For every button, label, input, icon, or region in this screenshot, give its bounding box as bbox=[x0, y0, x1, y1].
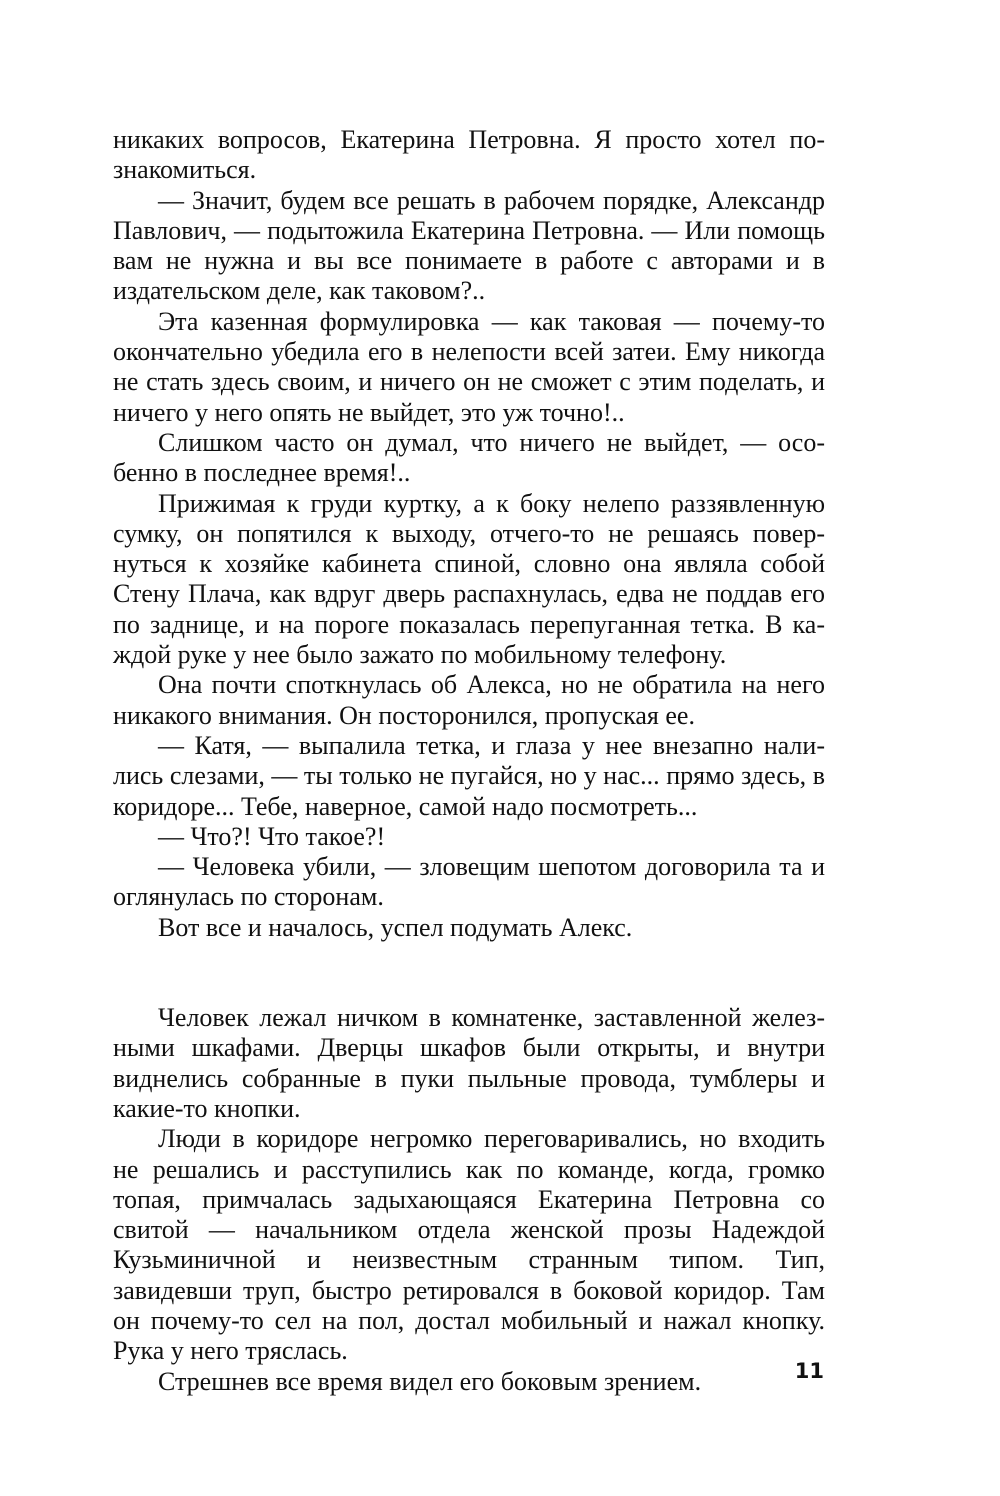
paragraph: — Что?! Что такое?! bbox=[158, 821, 386, 851]
paragraph: Человек лежал ничком в комнатенке, заставленной железными шкафами. Дверцы шкафов были открыты, и внутри виднелись собранные в пуки пыльные провода, тумблеры и какие-то кнопки. bbox=[113, 1003, 825, 1123]
paragraph: — Катя, — выпалила тетка, и глаза у нее внезапно налились слезами, — ты только не пугайся, но у нас... прямо здесь, в коридоре... Тебе, наверное, самой надо посмотреть... bbox=[113, 730, 825, 821]
paragraph: — Человека убили, — зловещим шепотом договорила та и оглянулась по сторонам. bbox=[113, 852, 825, 912]
paragraph: Слишком часто он думал, что ничего не выйдет, — особенно в последнее время!.. bbox=[113, 427, 825, 488]
section-break bbox=[113, 943, 825, 1003]
paragraph: — Значит, будем все решать в рабочем порядке, Александр Павлович, — подытожила Екатерина Петровна. — Или помощь вам не нужна и вы все понимаете в работе с авторами и в издательском деле, как таковом?.. bbox=[113, 185, 825, 306]
paragraph: Люди в коридоре негромко переговаривались, но входить не решались и расступились как по команде, когда, громко топая, примчалась задыхающаяся Екатерина Петровна со свитой — начальником отдела женской прозы Надеждой Кузьминичной и неизвестным странным типом. Тип, завидевши труп, быстро ретировался в боковой коридор. Там он почему-то сел на пол, достал мобильный и нажал кнопку. Рука у него тряслась. bbox=[113, 1124, 825, 1366]
paragraph: никаких вопросов, Екатерина Петровна. Я просто хотел познакомиться. bbox=[113, 125, 825, 185]
paragraph: Прижимая к груди куртку, а к боку нелепо раззявленную сумку, он попятился к выходу, отчего-то не решаясь повернуться к хозяйке кабинета спиной, словно она являла собой Стену Плача, как вдруг дверь распахнулась, едва не поддав его по заднице, и на пороге показалась перепуганная тетка. В каждой руке у нее было зажато по мобильному телефону. bbox=[113, 488, 825, 670]
paragraph: Эта казенная формулировка — как таковая — почему-то окончательно убедила его в нелепости всей затеи. Ему никогда не стать здесь своим, и ничего он не сможет с этим поделать, и ничего у него опять не выйдет, это уж точно!.. bbox=[113, 306, 825, 427]
paragraph: Она почти споткнулась об Алекса, но не обратила на него никакого внимания. Он посторонился, пропуская ее. bbox=[113, 670, 825, 730]
paragraph: Стрешнев все время видел его боковым зрением. bbox=[158, 1366, 702, 1396]
paragraph: Вот все и началось, успел подумать Алекс. bbox=[158, 912, 633, 942]
page-number: 11 bbox=[794, 1359, 824, 1383]
text-column bbox=[113, 125, 825, 1397]
